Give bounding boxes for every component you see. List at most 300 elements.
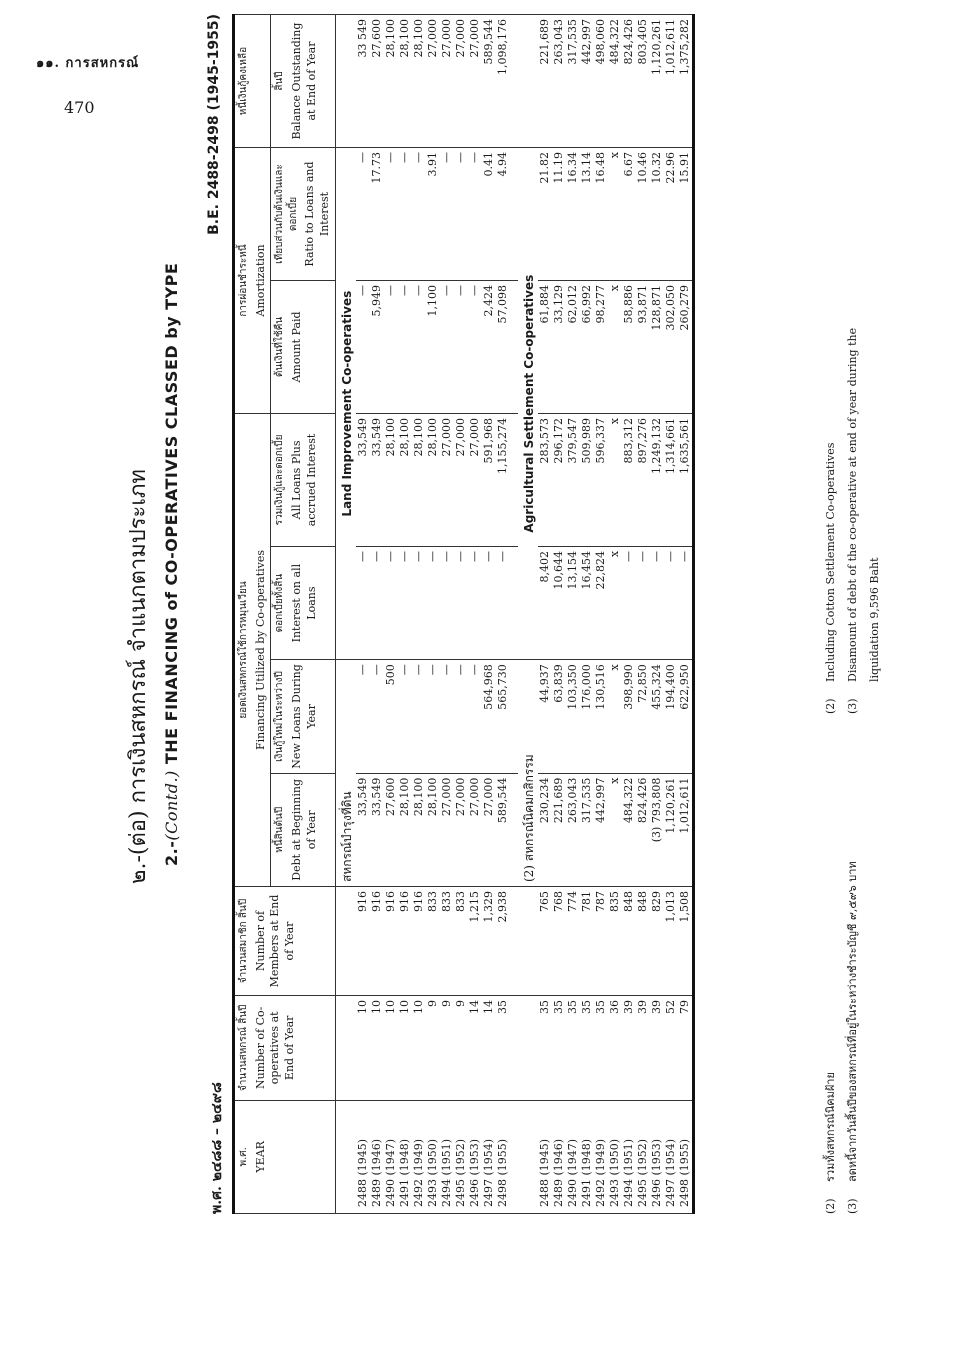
value-cell: 28,100 <box>398 413 412 546</box>
value-cell: 16.34 <box>566 148 580 281</box>
value-cell: 35 <box>496 996 510 1101</box>
year-cell: 2492 (1949) <box>412 1100 426 1213</box>
year-cell: 2497 (1954) <box>482 1100 496 1213</box>
year-cell: 2490 (1947) <box>384 1100 398 1213</box>
value-cell: 28,100 <box>398 15 412 148</box>
footnote-eng-3-cont: liquidation 9,596 Baht <box>868 557 881 682</box>
value-cell: — <box>482 546 496 659</box>
value-cell: 13,154 <box>566 546 580 659</box>
table-row <box>594 15 608 1214</box>
section-empty-cell <box>518 996 538 1101</box>
col-debt-begin-thai: หนี้สินต้นปี <box>274 806 286 853</box>
value-cell: 27,000 <box>426 15 440 148</box>
col-amount-paid-thai: ต้นเงินที่ใช้คืน <box>274 316 286 378</box>
footnotes-thai <box>820 861 864 1214</box>
value-cell: 9 <box>426 996 440 1101</box>
value-cell: 16,454 <box>580 546 594 659</box>
value-cell: 1,329 <box>482 887 496 996</box>
value-cell: — <box>412 148 426 281</box>
value-cell: 787 <box>594 887 608 996</box>
value-cell: 39 <box>636 996 650 1101</box>
value-cell: 765 <box>538 887 552 996</box>
year-cell: 2497 (1954) <box>664 1100 678 1213</box>
title-thai: ๒.-(ต่อ) การเงินสหกรณ์ จำแนกตามประเภท <box>126 469 151 884</box>
value-cell: 27,600 <box>384 773 398 886</box>
value-cell: 52 <box>664 996 678 1101</box>
value-cell: x <box>608 148 622 281</box>
section-header-row <box>336 15 357 1214</box>
value-cell: 6.67 <box>622 148 636 281</box>
col-all-loans-eng: All Loans Plus accrued Interest <box>289 433 318 527</box>
year-cell: 2496 (1953) <box>468 1100 482 1213</box>
table-row <box>398 15 412 1214</box>
year-cell: 2493 (1950) <box>426 1100 440 1213</box>
value-cell: 28,100 <box>384 413 398 546</box>
value-cell: — <box>412 281 426 414</box>
section-empty-cell <box>336 15 357 148</box>
value-cell: — <box>398 281 412 414</box>
value-cell: 28,100 <box>412 413 426 546</box>
value-cell: 33,549 <box>370 413 384 546</box>
table-row <box>356 15 370 1214</box>
value-cell: 28,100 <box>384 15 398 148</box>
value-cell: 484,322 <box>608 15 622 148</box>
spacer-cell <box>510 1100 518 1213</box>
table-row <box>454 15 468 1214</box>
value-cell: 11.19 <box>552 148 566 281</box>
value-cell: 263,043 <box>552 15 566 148</box>
spacer-cell <box>510 15 518 148</box>
col-num-coops-eng: Number of Co-operatives at End of Year <box>253 1006 297 1090</box>
value-cell: 14 <box>468 996 482 1101</box>
value-cell: 848 <box>622 887 636 996</box>
value-cell: 10 <box>412 996 426 1101</box>
financing-table <box>232 14 695 1214</box>
value-cell: 14 <box>482 996 496 1101</box>
value-cell: 221,689 <box>538 15 552 148</box>
section-title-thai: (2) สหกรณ์นิคมกสิกรรม <box>518 660 538 887</box>
table-row <box>552 15 566 1214</box>
value-cell: — <box>454 546 468 659</box>
value-cell: 3.91 <box>426 148 440 281</box>
value-cell: 1,120,261 <box>664 773 678 886</box>
col-num-members-thai: จำนวนสมาชิก สิ้นปี <box>238 898 249 984</box>
value-cell: 0.41 <box>482 148 496 281</box>
value-cell: 176,000 <box>580 660 594 773</box>
col-balance-eng: Balance Outstanding at End of Year <box>289 22 318 140</box>
table-row <box>538 15 552 1214</box>
year-cell: 2489 (1946) <box>552 1100 566 1213</box>
value-cell: 596,337 <box>594 413 608 546</box>
value-cell: 317,535 <box>566 15 580 148</box>
value-cell: 622,950 <box>678 660 694 773</box>
value-cell: 835 <box>608 887 622 996</box>
value-cell: 916 <box>356 887 370 996</box>
value-cell: 72,850 <box>636 660 650 773</box>
value-cell: 33,129 <box>552 281 566 414</box>
footnote-thai-3 <box>842 861 864 1214</box>
col-all-loans <box>271 413 336 546</box>
value-cell: 27,000 <box>440 773 454 886</box>
value-cell: 33,549 <box>356 413 370 546</box>
value-cell: 1,012,611 <box>678 773 694 886</box>
value-cell: 10.32 <box>650 148 664 281</box>
year-cell: 2498 (1955) <box>678 1100 694 1213</box>
value-cell: 221,689 <box>552 773 566 886</box>
value-cell: 484,322 <box>622 773 636 886</box>
value-cell: 10,644 <box>552 546 566 659</box>
value-cell: 9 <box>454 996 468 1101</box>
spacer-cell <box>510 887 518 996</box>
value-cell: — <box>426 660 440 773</box>
value-cell: — <box>384 281 398 414</box>
value-cell: 22,824 <box>594 546 608 659</box>
value-cell: 28,100 <box>426 773 440 886</box>
section-empty-cell <box>518 15 538 148</box>
value-cell: 28,100 <box>412 773 426 886</box>
spacer-cell <box>510 546 518 659</box>
col-balance-thai: สิ้นปี <box>274 71 286 91</box>
value-cell: 17.73 <box>370 148 384 281</box>
value-cell: 103,350 <box>566 660 580 773</box>
value-cell: 283,573 <box>538 413 552 546</box>
value-cell: — <box>468 546 482 659</box>
value-cell: 10 <box>370 996 384 1101</box>
value-cell: 27,000 <box>482 773 496 886</box>
value-cell: 10 <box>398 996 412 1101</box>
year-cell: 2489 (1946) <box>370 1100 384 1213</box>
value-cell: 10 <box>356 996 370 1101</box>
year-cell: 2494 (1951) <box>440 1100 454 1213</box>
value-cell: 4.94 <box>496 148 510 281</box>
footnote-text: Disamount of debt of the co-operative at end of year during the <box>846 327 859 682</box>
footnote-eng-2 <box>820 328 842 714</box>
table-head <box>234 15 336 1214</box>
value-cell: 27,000 <box>468 413 482 546</box>
value-cell: — <box>440 281 454 414</box>
value-cell: — <box>454 148 468 281</box>
value-cell: 1,100 <box>426 281 440 414</box>
value-cell: — <box>454 281 468 414</box>
value-cell: 27,600 <box>370 15 384 148</box>
value-cell: 28,100 <box>398 773 412 886</box>
table-row <box>664 15 678 1214</box>
footnote-thai-2 <box>820 861 842 1214</box>
value-cell: 21.82 <box>538 148 552 281</box>
value-cell: 498,060 <box>594 15 608 148</box>
value-cell: 455,324 <box>650 660 664 773</box>
section-header-row <box>518 15 538 1214</box>
value-cell: 824,426 <box>636 773 650 886</box>
section-empty-cell <box>518 887 538 996</box>
value-cell: 16.48 <box>594 148 608 281</box>
col-new-loans-eng: New Loans During Year <box>289 664 318 769</box>
value-cell: 1,012,611 <box>664 15 678 148</box>
value-cell: — <box>398 148 412 281</box>
table-row <box>622 15 636 1214</box>
section-empty-cell <box>518 1100 538 1213</box>
value-cell: (3) 793,808 <box>650 773 664 886</box>
col-year <box>234 1100 336 1213</box>
value-cell: 35 <box>580 996 594 1101</box>
col-amount-paid <box>271 281 336 414</box>
value-cell: 33,549 <box>356 773 370 886</box>
spacer-cell <box>510 281 518 414</box>
value-cell: 1,249,132 <box>650 413 664 546</box>
col-debt-begin <box>271 773 336 886</box>
year-cell: 2494 (1951) <box>622 1100 636 1213</box>
value-cell: — <box>412 546 426 659</box>
value-cell: 263,043 <box>566 773 580 886</box>
value-cell: 302,050 <box>664 281 678 414</box>
value-cell: 61,884 <box>538 281 552 414</box>
value-cell: 833 <box>440 887 454 996</box>
col-amount-paid-eng: Amount Paid <box>289 311 303 383</box>
col-group-balance <box>234 15 271 148</box>
value-cell: — <box>622 546 636 659</box>
value-cell: 2,938 <box>496 887 510 996</box>
value-cell: 27,000 <box>468 15 482 148</box>
year-cell: 2495 (1952) <box>636 1100 650 1213</box>
col-year-eng: YEAR <box>253 1141 267 1173</box>
value-cell: 79 <box>678 996 694 1101</box>
footnote-marker: (2) <box>824 698 837 714</box>
value-cell: 39 <box>622 996 636 1101</box>
value-cell: 1,155,274 <box>496 413 510 546</box>
value-cell: 128,871 <box>650 281 664 414</box>
spacer-cell <box>510 773 518 886</box>
value-cell: 130,516 <box>594 660 608 773</box>
footnote-text: Including Cotton Settlement Co-operatives <box>824 442 837 682</box>
value-cell: 824,426 <box>622 15 636 148</box>
spacer-cell <box>510 413 518 546</box>
value-cell: 442,997 <box>580 15 594 148</box>
value-cell: 833 <box>426 887 440 996</box>
value-cell: — <box>426 546 440 659</box>
value-cell: 33,549 <box>370 773 384 886</box>
col-new-loans <box>271 660 336 773</box>
table-row <box>426 15 440 1214</box>
year-cell: 2496 (1953) <box>650 1100 664 1213</box>
value-cell: 1,215 <box>468 887 482 996</box>
col-balance <box>271 15 336 148</box>
value-cell: 803,405 <box>636 15 650 148</box>
value-cell: 774 <box>566 887 580 996</box>
footnotes-eng <box>820 328 886 714</box>
period-eng: B.E. 2488-2498 (1945-1955) <box>206 14 222 235</box>
value-cell: 27,000 <box>468 773 482 886</box>
value-cell: 39 <box>650 996 664 1101</box>
value-cell: 883,312 <box>622 413 636 546</box>
value-cell: 1,098,176 <box>496 15 510 148</box>
value-cell: 27,000 <box>454 15 468 148</box>
value-cell: 10.46 <box>636 148 650 281</box>
value-cell: 57,098 <box>496 281 510 414</box>
value-cell: 35 <box>552 996 566 1101</box>
title-eng <box>162 263 181 866</box>
table-row <box>650 15 664 1214</box>
value-cell: 565,730 <box>496 660 510 773</box>
value-cell: 15.91 <box>678 148 694 281</box>
value-cell: 1,635,561 <box>678 413 694 546</box>
col-all-loans-thai: รวมเงินกู้และดอกเบี้ย <box>274 434 286 526</box>
col-group-financing <box>234 413 271 886</box>
section-title-eng: Agricultural Settlement Co-operatives <box>518 148 538 660</box>
value-cell: — <box>678 546 694 659</box>
section-title-thai: สหกรณ์บำรุงที่ดิน <box>336 660 357 887</box>
value-cell: 27,000 <box>440 413 454 546</box>
value-cell: — <box>454 660 468 773</box>
value-cell: 194,400 <box>664 660 678 773</box>
footnote-marker: (3) <box>846 698 859 714</box>
footnote-marker: (2) <box>824 1198 837 1214</box>
value-cell: 317,535 <box>580 773 594 886</box>
value-cell: 93,871 <box>636 281 650 414</box>
col-ratio-eng: Ratio to Loans and Interest <box>303 161 332 267</box>
value-cell: 66,992 <box>580 281 594 414</box>
value-cell: 35 <box>594 996 608 1101</box>
col-num-members-eng: Number of Members at End of Year <box>253 894 297 988</box>
value-cell: x <box>608 546 622 659</box>
footnote-marker: (3) <box>846 1198 859 1214</box>
value-cell: 848 <box>636 887 650 996</box>
value-cell: 36 <box>608 996 622 1101</box>
value-cell: 1,375,282 <box>678 15 694 148</box>
year-cell: 2488 (1945) <box>538 1100 552 1213</box>
value-cell: — <box>650 546 664 659</box>
col-debt-begin-eng: Debt at Beginning of Year <box>289 778 318 881</box>
value-cell: 230,234 <box>538 773 552 886</box>
value-cell: 916 <box>384 887 398 996</box>
col-interest-eng: Interest on all Loans <box>289 563 318 643</box>
value-cell: 5,949 <box>370 281 384 414</box>
value-cell: — <box>370 546 384 659</box>
footnote-text: ลดหนี้จากวันสิ้นปีของสหกรณ์ที่อยู่ในระหว่างชำระบัญชี ๙,๕๙๖ บาท <box>846 861 859 1182</box>
value-cell: 22.96 <box>664 148 678 281</box>
value-cell: — <box>468 281 482 414</box>
spacer-cell <box>510 148 518 281</box>
value-cell: 27,000 <box>454 413 468 546</box>
value-cell: 8,402 <box>538 546 552 659</box>
col-group-amortization <box>234 148 271 414</box>
value-cell: 916 <box>370 887 384 996</box>
table-row <box>468 15 482 1214</box>
table-row <box>566 15 580 1214</box>
value-cell: 28,100 <box>426 413 440 546</box>
year-cell: 2495 (1952) <box>454 1100 468 1213</box>
value-cell: — <box>370 660 384 773</box>
value-cell: 58,886 <box>622 281 636 414</box>
value-cell: 2,424 <box>482 281 496 414</box>
title-eng-contd: (Contd.) <box>162 770 181 841</box>
table-row <box>482 15 496 1214</box>
value-cell: — <box>412 660 426 773</box>
value-cell: — <box>664 546 678 659</box>
year-cell: 2492 (1949) <box>594 1100 608 1213</box>
col-new-loans-thai: เงินกู้ใหม่ในระหว่างปี <box>274 671 286 762</box>
table-row <box>496 15 510 1214</box>
section-spacer <box>510 15 518 1214</box>
table-row <box>412 15 426 1214</box>
value-cell: — <box>468 660 482 773</box>
spacer-cell <box>510 996 518 1101</box>
value-cell: 33 549 <box>356 15 370 148</box>
col-group-amortization-eng: Amortization <box>253 244 267 317</box>
value-cell: — <box>496 546 510 659</box>
value-cell: 1,120,261 <box>650 15 664 148</box>
value-cell: — <box>356 660 370 773</box>
value-cell: 916 <box>412 887 426 996</box>
value-cell: x <box>608 281 622 414</box>
value-cell: 13.14 <box>580 148 594 281</box>
section-empty-cell <box>336 996 357 1101</box>
value-cell: 591,968 <box>482 413 496 546</box>
value-cell: 564,968 <box>482 660 496 773</box>
table-row <box>608 15 622 1214</box>
value-cell: 62,012 <box>566 281 580 414</box>
value-cell: — <box>356 281 370 414</box>
value-cell: — <box>440 148 454 281</box>
value-cell: 589,544 <box>496 773 510 886</box>
value-cell: — <box>384 148 398 281</box>
col-group-financing-eng: Financing Utilized by Co-operatives <box>253 549 267 751</box>
value-cell: — <box>398 660 412 773</box>
value-cell: 442,997 <box>594 773 608 886</box>
value-cell: 27,000 <box>454 773 468 886</box>
table-row <box>580 15 594 1214</box>
value-cell: 1,013 <box>664 887 678 996</box>
value-cell: 379,547 <box>566 413 580 546</box>
col-num-coops-thai: จำนวนสหกรณ์ สิ้นปี <box>238 1004 249 1092</box>
value-cell: 28,100 <box>412 15 426 148</box>
table-body <box>336 15 694 1214</box>
table-row <box>678 15 694 1214</box>
footnote-eng-3 <box>842 328 864 714</box>
value-cell: — <box>384 546 398 659</box>
year-cell: 2498 (1955) <box>496 1100 510 1213</box>
value-cell: — <box>636 546 650 659</box>
value-cell: x <box>608 413 622 546</box>
year-cell: 2488 (1945) <box>356 1100 370 1213</box>
table-row <box>384 15 398 1214</box>
value-cell: 589,544 <box>482 15 496 148</box>
value-cell: — <box>398 546 412 659</box>
value-cell: 35 <box>538 996 552 1101</box>
section-empty-cell <box>336 887 357 996</box>
value-cell: 10 <box>384 996 398 1101</box>
section-empty-cell <box>336 1100 357 1213</box>
value-cell: 44,937 <box>538 660 552 773</box>
spacer-cell <box>510 660 518 773</box>
value-cell: 829 <box>650 887 664 996</box>
col-num-members <box>234 887 336 996</box>
title-eng-prefix: 2.- <box>162 840 181 866</box>
value-cell: — <box>356 546 370 659</box>
value-cell: 9 <box>440 996 454 1101</box>
value-cell: — <box>468 148 482 281</box>
value-cell: x <box>608 660 622 773</box>
year-cell: 2493 (1950) <box>608 1100 622 1213</box>
value-cell: x <box>608 773 622 886</box>
col-group-amortization-thai: การผ่อนชำระหนี้ <box>238 244 249 317</box>
value-cell: 500 <box>384 660 398 773</box>
value-cell: 63,839 <box>552 660 566 773</box>
col-interest <box>271 546 336 659</box>
value-cell: 1,508 <box>678 887 694 996</box>
section-title-eng: Land Improvement Co-operatives <box>336 148 357 660</box>
col-year-thai: พ.ศ. <box>238 1147 249 1167</box>
value-cell: 781 <box>580 887 594 996</box>
